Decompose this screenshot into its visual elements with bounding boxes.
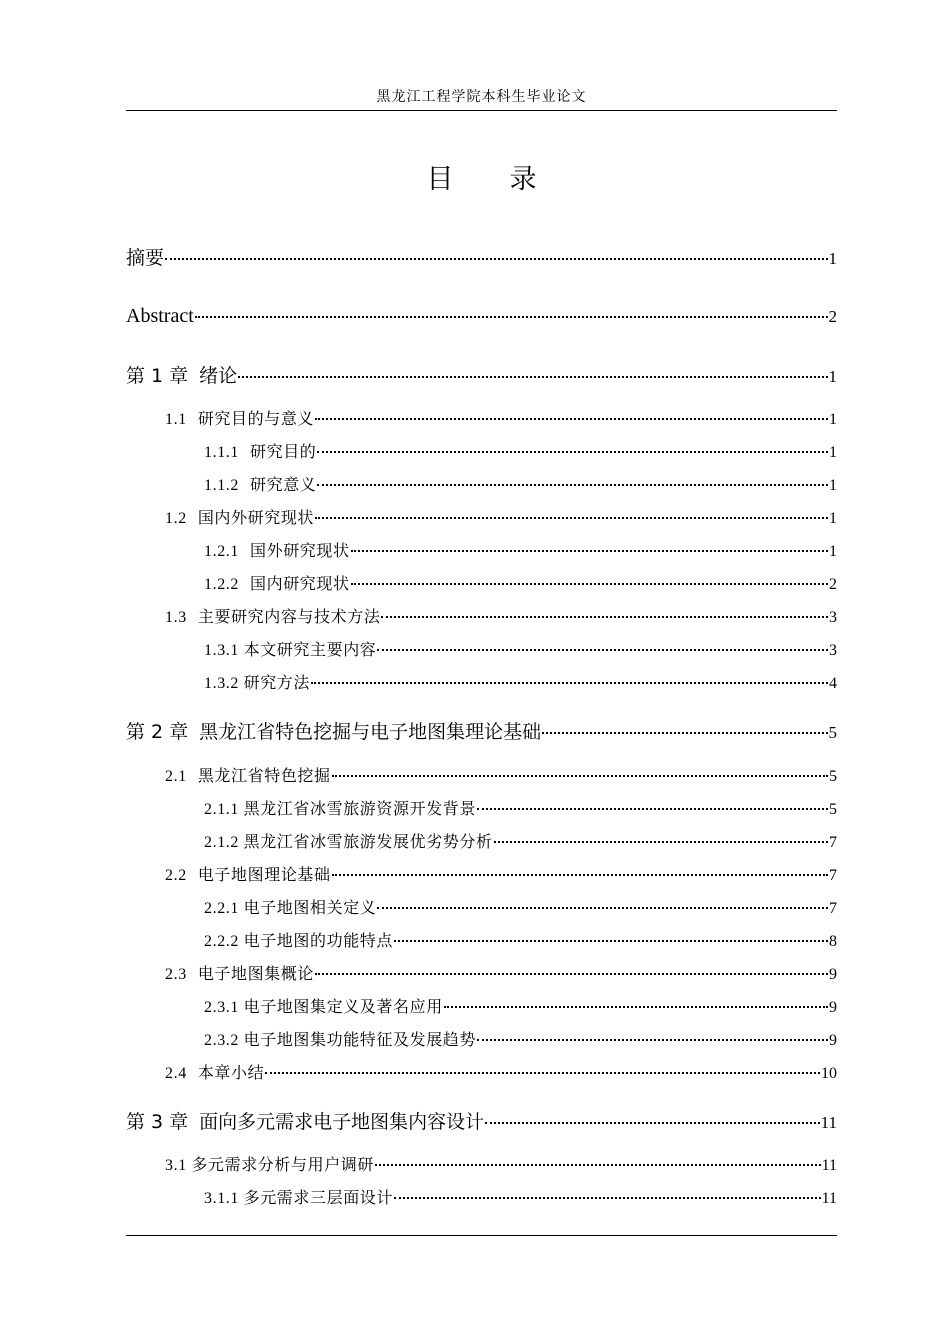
toc-entry-label <box>204 574 350 596</box>
toc-entry-number: 第 3 章 <box>126 1111 189 1133</box>
toc-entry-page: 7 <box>829 834 837 851</box>
toc-entry-page: 7 <box>829 867 837 884</box>
toc-entry-text: 国内研究现状 <box>250 576 350 593</box>
toc-entry-label <box>204 799 476 821</box>
toc-entry-text: 2.3.1 电子地图集定义及著名应用 <box>204 999 443 1016</box>
toc-entry-label <box>126 303 194 329</box>
toc-entry-page: 5 <box>828 723 837 742</box>
footer-rule <box>126 1235 837 1236</box>
toc-entry-number: 2.1 <box>165 768 187 785</box>
toc-entry-number: 2.3 <box>165 966 187 983</box>
toc-entry-text: 黑龙江省特色挖掘与电子地图集理论基础 <box>199 721 542 743</box>
toc-dot-leader <box>377 905 828 909</box>
toc-entry-label <box>126 719 541 745</box>
toc-entry-number: 第 1 章 <box>126 365 189 387</box>
toc-entry-text: 黑龙江省特色挖掘 <box>197 768 331 785</box>
toc-dot-leader <box>332 872 828 876</box>
toc-entry[interactable] <box>204 475 837 497</box>
toc-entry[interactable] <box>165 409 837 431</box>
toc-entry-label <box>204 898 376 920</box>
toc-entry[interactable] <box>165 865 837 887</box>
toc-entry[interactable] <box>204 832 837 854</box>
toc-entry-number: 第 2 章 <box>126 721 189 743</box>
toc-entry-page: 9 <box>829 966 837 983</box>
toc-entry-page: 2 <box>828 307 837 326</box>
toc-dot-leader <box>485 1120 819 1124</box>
toc-dot-leader <box>195 314 828 318</box>
toc-entry-label <box>165 1063 264 1085</box>
toc-entry-label <box>204 997 443 1019</box>
toc-entry[interactable] <box>126 363 837 390</box>
toc-entry-page: 9 <box>829 1032 837 1049</box>
toc-entry-number: 1.2.2 <box>204 576 239 593</box>
toc-entry-page: 11 <box>821 1190 837 1207</box>
toc-entry-label <box>165 1155 374 1177</box>
toc-entry-label <box>165 766 331 788</box>
toc-entry[interactable] <box>126 719 837 746</box>
toc-dot-leader <box>311 680 828 684</box>
toc-entry-number: 1.2.1 <box>204 543 239 560</box>
toc-entry[interactable] <box>126 245 837 272</box>
toc-dot-leader <box>394 1195 821 1199</box>
toc-entry[interactable] <box>204 541 837 563</box>
toc-dot-leader <box>351 581 828 585</box>
toc-entry-label <box>126 245 164 271</box>
toc-entry-label <box>126 1109 484 1135</box>
toc-entry-page: 1 <box>829 477 837 494</box>
toc-dot-leader <box>381 614 828 618</box>
toc-entry[interactable] <box>204 673 837 695</box>
toc-entry[interactable] <box>165 1063 837 1085</box>
toc-entry-label <box>204 931 393 953</box>
toc-entry-text: 3.1 多元需求分析与用户调研 <box>165 1157 375 1174</box>
toc-entry-text: 2.2.2 电子地图的功能特点 <box>204 933 394 950</box>
toc-entry-page: 9 <box>829 999 837 1016</box>
toc-entry-label <box>204 1030 476 1052</box>
toc-entry-text: 2.1.2 黑龙江省冰雪旅游发展优劣势分析 <box>204 834 493 851</box>
toc-entry[interactable] <box>165 964 837 986</box>
toc-dot-leader <box>394 938 828 942</box>
toc-entry-label <box>126 363 237 389</box>
toc-dot-leader <box>315 416 828 420</box>
toc-entry[interactable] <box>204 1030 837 1052</box>
toc-entry-label <box>204 673 310 695</box>
toc-entry-text: 2.2.1 电子地图相关定义 <box>204 900 377 917</box>
toc-entry-number: 2.2 <box>165 867 187 884</box>
toc-entry[interactable] <box>204 442 837 464</box>
toc-entry-page: 2 <box>829 576 837 593</box>
toc-entry[interactable] <box>165 607 837 629</box>
toc-entry-text: 本章小结 <box>197 1065 265 1082</box>
toc-entry-page: 1 <box>829 543 837 560</box>
toc-entry[interactable] <box>204 931 837 953</box>
toc-entry-number: 1.3 <box>165 609 187 626</box>
toc-entry-text: 电子地图集概论 <box>197 966 315 983</box>
toc-dot-leader <box>265 1070 820 1074</box>
toc-entry-label <box>165 964 314 986</box>
toc-entry[interactable] <box>204 799 837 821</box>
toc-entry[interactable] <box>204 1188 837 1210</box>
toc-entry-label <box>165 508 314 530</box>
toc-entry[interactable] <box>204 997 837 1019</box>
toc-dot-leader <box>375 1162 821 1166</box>
toc-entry-page: 1 <box>829 510 837 527</box>
toc-title-char-1: 目 <box>426 164 454 195</box>
toc-dot-leader <box>332 773 828 777</box>
toc-entry-text: 2.3.2 电子地图集功能特征及发展趋势 <box>204 1032 477 1049</box>
toc-entry-label <box>204 1188 393 1210</box>
toc-entry-number: 1.1.2 <box>204 477 239 494</box>
toc-entry-page: 10 <box>821 1065 837 1082</box>
toc-entry-page: 1 <box>828 367 837 386</box>
toc-title-char-2: 录 <box>509 164 537 195</box>
toc-entry-page: 5 <box>829 801 837 818</box>
toc-entry[interactable] <box>126 1109 837 1136</box>
toc-entry[interactable] <box>204 574 837 596</box>
toc-dot-leader <box>377 647 828 651</box>
toc-entry-text: 研究意义 <box>250 477 317 494</box>
toc-entry-text: 3.1.1 多元需求三层面设计 <box>204 1190 394 1207</box>
toc-dot-leader <box>165 256 827 260</box>
toc-entry-label <box>204 475 316 497</box>
running-header: 黑龙江工程学院本科生毕业论文 <box>376 90 587 105</box>
toc-dot-leader <box>317 449 828 453</box>
toc-entry-text: 研究目的与意义 <box>197 411 315 428</box>
toc-entry-text: 摘要 <box>126 247 165 269</box>
toc-dot-leader <box>238 374 827 378</box>
toc-dot-leader <box>477 1037 828 1041</box>
toc-entry-text: 1.3.1 本文研究主要内容 <box>204 642 377 659</box>
toc-entry-page: 7 <box>829 900 837 917</box>
toc-entry-text: 2.1.1 黑龙江省冰雪旅游资源开发背景 <box>204 801 477 818</box>
toc-dot-leader <box>494 839 828 843</box>
toc-dot-leader <box>542 730 827 734</box>
toc-entry-page: 1 <box>828 249 837 268</box>
toc-entry-text: 国内外研究现状 <box>197 510 315 527</box>
toc-entry-page: 1 <box>829 444 837 461</box>
toc-entry-label <box>165 409 314 431</box>
toc-dot-leader <box>444 1004 828 1008</box>
toc-entry[interactable] <box>165 1155 837 1177</box>
toc-entry[interactable] <box>204 898 837 920</box>
toc-dot-leader <box>317 482 828 486</box>
toc-entry-text: 绪论 <box>199 365 238 387</box>
toc-entry-page: 1 <box>829 411 837 428</box>
toc-dot-leader <box>315 971 828 975</box>
toc-entry-text: 1.3.2 研究方法 <box>204 675 311 692</box>
toc-entry-page: 11 <box>820 1113 837 1132</box>
toc-entry-text: 研究目的 <box>250 444 317 461</box>
toc-dot-leader <box>351 548 828 552</box>
toc-entry-label <box>204 541 350 563</box>
toc-entry-page: 5 <box>829 768 837 785</box>
toc-entry-page: 3 <box>829 642 837 659</box>
toc-entry-label <box>204 640 376 662</box>
toc-entry-text: 主要研究内容与技术方法 <box>197 609 381 626</box>
toc-entry-label <box>204 832 493 854</box>
toc-entry-label <box>204 442 316 464</box>
toc-entry-number: 1.1 <box>165 411 187 428</box>
toc-entry-number: 1.2 <box>165 510 187 527</box>
toc-entry-text: Abstract <box>126 305 194 327</box>
toc-entry[interactable] <box>165 508 837 530</box>
toc-entry-label <box>165 865 331 887</box>
toc-entry-page: 11 <box>821 1157 837 1174</box>
toc-entry-page: 8 <box>829 933 837 950</box>
toc-entry[interactable] <box>165 766 837 788</box>
toc-entry[interactable] <box>204 640 837 662</box>
toc-entry-text: 面向多元需求电子地图集内容设计 <box>199 1111 485 1133</box>
toc-entry[interactable] <box>126 303 837 330</box>
toc-entry-text: 电子地图理论基础 <box>197 867 331 884</box>
toc-entry-page: 4 <box>829 675 837 692</box>
toc-entry-number: 2.4 <box>165 1065 187 1082</box>
toc-entry-page: 3 <box>829 609 837 626</box>
toc-dot-leader <box>315 515 828 519</box>
toc-entry-number: 1.1.1 <box>204 444 239 461</box>
toc-dot-leader <box>477 806 828 810</box>
toc-entry-text: 国外研究现状 <box>250 543 350 560</box>
toc-entry-label <box>165 607 380 629</box>
